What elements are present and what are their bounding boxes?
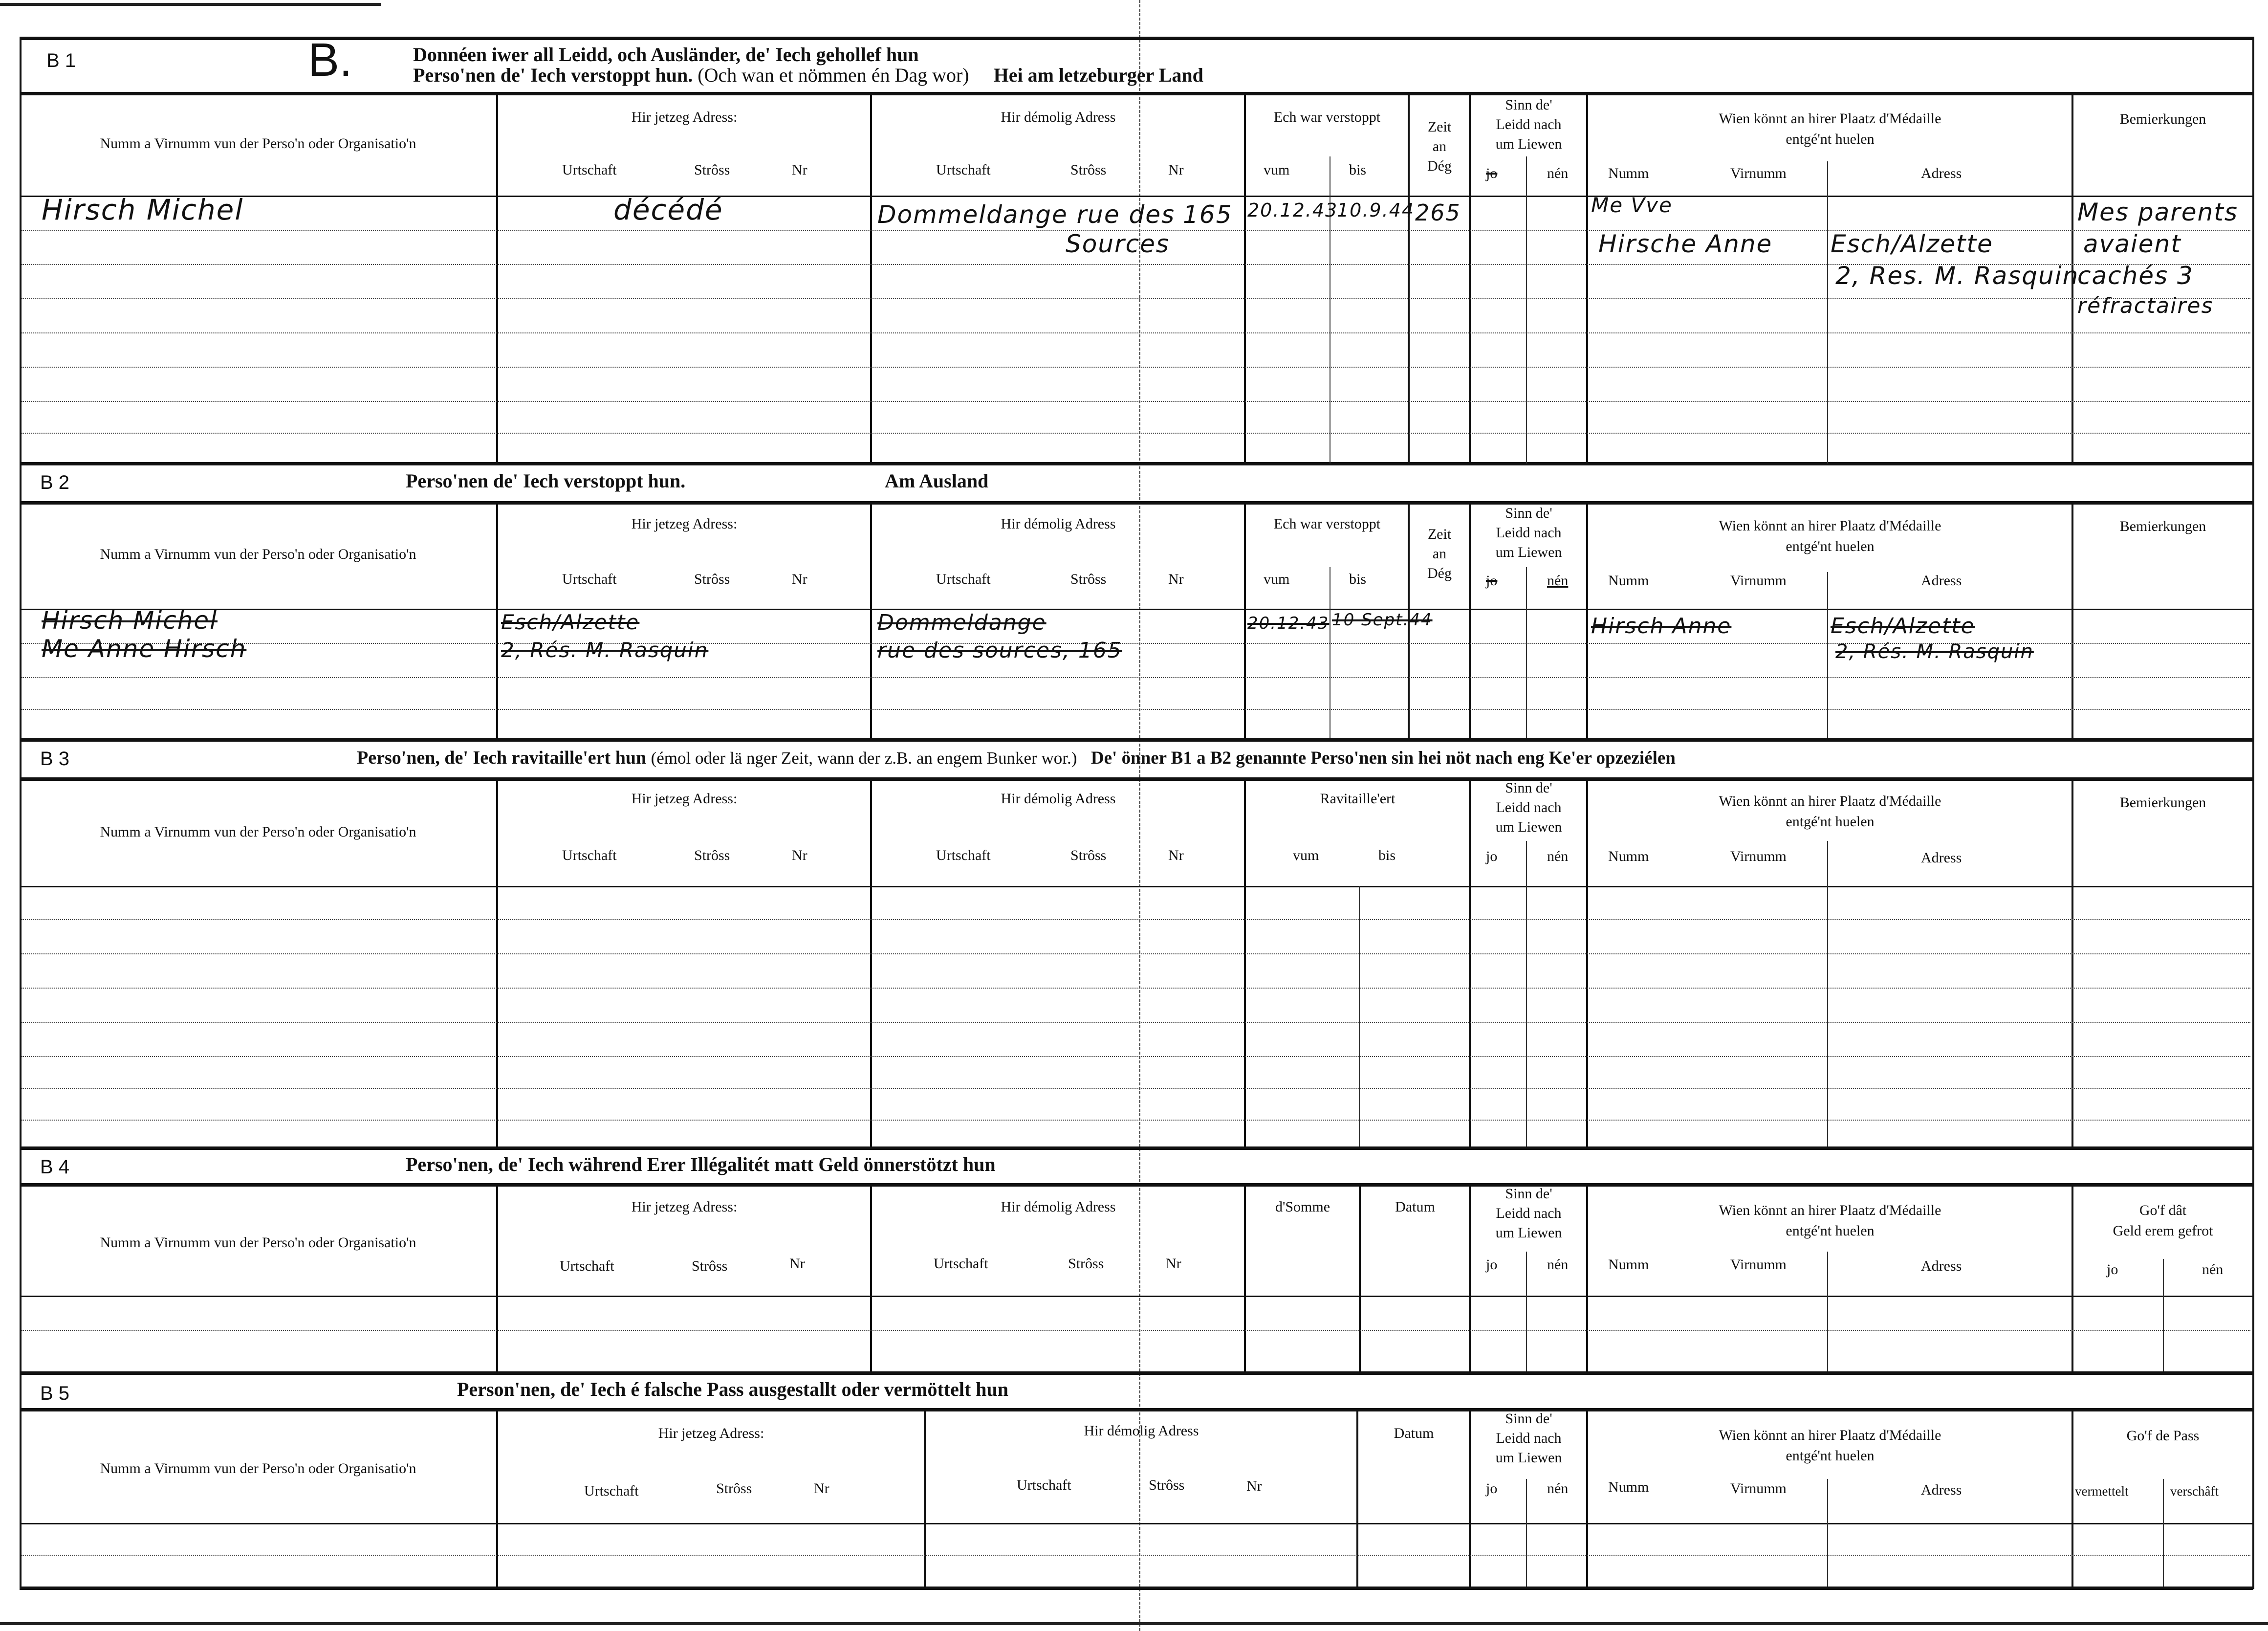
b1-medaille1: Wien könnt an hirer Plaatz d'Médaille (1719, 110, 1941, 127)
b3-medaille2: entgé'nt huelen (1786, 814, 1875, 830)
b1-medaille2: entgé'nt huelen (1786, 131, 1875, 147)
b5-col-urtschaft: Urtschaft (584, 1483, 639, 1499)
b4-header-bottom (20, 1296, 2253, 1297)
b5-title: Person'nen, de' Iech é falsche Pass ausgestallt oder vermöttelt hun (457, 1378, 1009, 1400)
b4-row-line (22, 1330, 2250, 1331)
b2-col-urtschaft: Urtschaft (562, 571, 617, 587)
b4-geld2: Geld erem gefrot (2113, 1223, 2213, 1239)
b2-col-line (870, 501, 872, 741)
b3-col-line (1244, 777, 1246, 1149)
b1-deg: Dég (1427, 158, 1452, 174)
b1-hw-former-nr: 165 (1183, 200, 1233, 229)
b2-col-virnumm: Virnumm (1730, 573, 1787, 589)
b4-col-nen: nén (2202, 1261, 2224, 1278)
b5-col-verschaft: verschâft (2170, 1484, 2219, 1499)
b1-col-urtschaft: Urtschaft (936, 162, 991, 178)
b4-geld1: Go'f dât (2139, 1202, 2187, 1218)
b3-row-line (22, 953, 2250, 954)
b4-col-virnumm: Virnumm (1730, 1256, 1787, 1273)
b3-sub-line (1827, 841, 1828, 1146)
b5-col-nr: Nr (1246, 1478, 1262, 1494)
b3-bottom-border (20, 1146, 2253, 1150)
b5-medaille2: entgé'nt huelen (1786, 1448, 1875, 1464)
b3-row-line (22, 1056, 2250, 1057)
b1-title-line1: Donnéen iwer all Leidd, och Ausländer, de' Iech gehollef hun (413, 44, 919, 66)
b3-col-jo: jo (1486, 848, 1498, 864)
b5-sub-line (2163, 1479, 2164, 1587)
b2-col-stross: Strôss (1070, 571, 1107, 587)
b5-col-line (496, 1408, 498, 1589)
b3-sinn3: um Liewen (1495, 819, 1562, 835)
b4-col-stross: Strôss (692, 1258, 728, 1274)
b3-col-adress: Adress (1921, 850, 1962, 866)
b1-hw-remark1: Mes parents (2077, 198, 2238, 226)
b1-col-adress: Adress (1921, 165, 1962, 181)
b4-sinn1: Sinn de' (1505, 1186, 1552, 1202)
b1-sub-line (1827, 161, 1828, 463)
b2-sub-line (1827, 572, 1828, 738)
b2-an: an (1432, 546, 1447, 562)
b1-col-vum: vum (1264, 162, 1290, 178)
b4-col-urtschaft: Urtschaft (934, 1256, 988, 1272)
b1-an: an (1432, 138, 1447, 154)
b3-col-urtschaft: Urtschaft (936, 847, 991, 863)
b4-medaille2: entgé'nt huelen (1786, 1223, 1875, 1239)
b1-col-stross: Strôss (694, 162, 730, 178)
b5-col-pass: Go'f de Pass (2126, 1428, 2200, 1444)
b2-title: Perso'nen de' Iech verstoppt hun. (406, 470, 686, 492)
b2-col-nr: Nr (1168, 571, 1184, 587)
b5-row-line (22, 1555, 2250, 1556)
b2-sinn1: Sinn de' (1505, 505, 1552, 521)
b1-hw-remark3: cachés 3 (2077, 262, 2194, 290)
b1-row-line (22, 401, 2250, 402)
b2-col-stross: Strôss (694, 571, 730, 587)
b5-left-edge (20, 1371, 22, 1589)
b2-hw-med-addr2: 2, Rés. M. Rasquin (1835, 640, 2034, 663)
b5-bottom-border (20, 1587, 2253, 1590)
b1-col-hidden: Ech war verstoppt (1273, 109, 1381, 125)
b3-col-stross: Strôss (694, 847, 730, 863)
b2-col-nr: Nr (792, 571, 807, 587)
b2-deg: Dég (1427, 565, 1452, 581)
b5-col-alive (1471, 1409, 1586, 1468)
b4-col-numm: Numm (1608, 1256, 1649, 1273)
b5-header-top (20, 1408, 2253, 1411)
b3-col-virnumm: Virnumm (1730, 848, 1787, 864)
b1-sub-line (1526, 156, 1527, 463)
b1-title-end: Hei am letzeburger Land (993, 64, 1203, 86)
b1-col-stross: Strôss (1070, 162, 1107, 178)
b2-hw-bis: 10 Sept.44 (1332, 610, 1433, 630)
b5-col-nen: nén (1547, 1480, 1569, 1497)
b2-medaille2: entgé'nt huelen (1786, 538, 1875, 554)
b5-col-current: Hir jetzeg Adress: (658, 1425, 764, 1441)
b4-col-adress: Adress (1921, 1258, 1962, 1274)
b3-sinn1: Sinn de' (1505, 780, 1552, 796)
b2-col-medaille (1589, 516, 2072, 557)
b4-col-nr: Nr (1166, 1256, 1181, 1272)
b1-col-numm: Numm (1608, 165, 1649, 181)
b5-col-stross: Strôss (716, 1480, 752, 1497)
b4-col-nen: nén (1547, 1256, 1569, 1273)
b1-hw-med-title: Me Vve (1591, 193, 1673, 217)
b1-hw-remark4: réfractaires (2077, 293, 2214, 318)
b4-bottom-border (20, 1371, 2253, 1375)
b5-col-jo: jo (1486, 1480, 1498, 1497)
b1-sinn3: um Liewen (1495, 136, 1562, 152)
b1-col-line (1469, 92, 1471, 463)
b1-hw-days: 265 (1415, 199, 1461, 226)
b3-col-numm: Numm (1608, 848, 1649, 864)
b4-col-jo: jo (1486, 1256, 1498, 1273)
b2-hw-current2: 2, Rés. M. Rasquin (501, 638, 709, 662)
b4-col-jo: jo (2107, 1261, 2118, 1278)
b2-sinn3: um Liewen (1495, 544, 1562, 560)
b3-row-line (22, 1088, 2250, 1089)
b3-col-urtschaft: Urtschaft (562, 847, 617, 863)
b5-col-numm: Numm (1608, 1479, 1649, 1495)
b1-col-former: Hir démolig Adress (1001, 109, 1116, 125)
b1-hw-current: décédé (613, 193, 723, 226)
b5-sub-line (1827, 1479, 1828, 1587)
b5-sinn1: Sinn de' (1505, 1411, 1552, 1427)
b1-hw-remark2: avaient (2083, 230, 2181, 258)
b3-header-bottom (20, 886, 2253, 887)
b4-title: Perso'nen, de' Iech während Erer Illégalitét matt Geld önnerstötzt hun (406, 1153, 996, 1175)
b2-col-current: Hir jetzeg Adress: (631, 516, 738, 532)
b4-col-somme: d'Somme (1275, 1199, 1330, 1215)
b4-col-name: Numm a Virnumm vun der Perso'n oder Organisatio'n (100, 1234, 416, 1251)
b1-hw-bis: 10.9.44 (1337, 199, 1415, 221)
b2-hw-former2: rue des sources, 165 (877, 638, 1122, 663)
b5-col-datum: Datum (1394, 1425, 1434, 1441)
b4-medaille1: Wien könnt an hirer Plaatz d'Médaille (1719, 1202, 1941, 1218)
b3-sub-line (1526, 841, 1527, 1146)
b1-row-line (22, 433, 2250, 434)
b4-col-line (1244, 1183, 1246, 1374)
b1-row-line (22, 367, 2250, 368)
b4-col-line (870, 1183, 872, 1374)
b1-col-jo: jo (1486, 165, 1498, 181)
b4-col-alive (1471, 1184, 1586, 1243)
b2-col-remarks: Bemierkungen (2119, 518, 2206, 534)
page-top-edge (0, 0, 381, 6)
b1-col-bis: bis (1349, 162, 1367, 178)
b1-zeit: Zeit (1427, 119, 1452, 135)
b2-right-edge (2252, 462, 2254, 741)
b3-row-line (22, 1022, 2250, 1023)
b3-note: (émol oder lä nger Zeit, wann der z.B. an engem Bunker wor.) (651, 749, 1077, 768)
b5-col-urtschaft: Urtschaft (1017, 1477, 1071, 1493)
b3-sub-line (1359, 886, 1360, 1146)
b4-col-line (1469, 1183, 1471, 1374)
b2-col-former: Hir démolig Adress (1001, 516, 1116, 532)
b1-col-line (496, 92, 498, 463)
b2-col-name: Numm a Virnumm vun der Perso'n oder Organisatio'n (100, 546, 416, 562)
b5-col-virnumm: Virnumm (1730, 1480, 1787, 1497)
b5-sub-line (1526, 1479, 1527, 1587)
b1-col-medaille (1589, 109, 2072, 150)
b3-col-vum: vum (1293, 847, 1319, 863)
b1-header-bottom (20, 196, 2253, 197)
b4-left-edge (20, 1146, 22, 1374)
b3-row-line (22, 1120, 2250, 1121)
b1-hw-name: Hirsch Michel (42, 193, 244, 226)
b3-col-current: Hir jetzeg Adress: (631, 791, 738, 807)
b2-sub-line (1526, 567, 1527, 738)
b4-col-urtschaft: Urtschaft (560, 1258, 614, 1274)
b1-hw-former-street: Sources (1066, 230, 1170, 258)
b5-col-line (924, 1408, 926, 1589)
b3-col-medaille (1589, 791, 2072, 832)
b2-label: B 2 (40, 472, 70, 493)
b2-hw-name1: Hirsch Michel (42, 606, 218, 635)
b1-bottom-border (20, 462, 2253, 465)
b2-bottom-border (20, 738, 2253, 742)
b1-top-border (20, 37, 2253, 40)
b2-col-line (496, 501, 498, 741)
b2-col-adress: Adress (1921, 573, 1962, 589)
b3-label: B 3 (40, 748, 70, 770)
b3-col-remarks: Bemierkungen (2119, 794, 2206, 811)
b5-col-former: Hir démolig Adress (1084, 1423, 1199, 1439)
b4-col-line (496, 1183, 498, 1374)
b1-hw-former-place: Dommeldange rue des (877, 200, 1176, 229)
b4-label: B 4 (40, 1156, 70, 1178)
b4-sub-line (1526, 1252, 1527, 1371)
b5-right-edge (2252, 1371, 2254, 1589)
b3-title (357, 747, 1676, 769)
b1-col-days (1410, 117, 1469, 176)
b3-row-line (22, 988, 2250, 989)
b1-title-line2 (413, 64, 1203, 87)
b1-col-virnumm: Virnumm (1730, 165, 1787, 181)
b2-col-alive (1471, 504, 1586, 562)
b5-col-vermettelt: vermettelt (2075, 1484, 2129, 1499)
b2-col-numm: Numm (1608, 573, 1649, 589)
b3-right-edge (2252, 738, 2254, 1149)
b3-col-line (1469, 777, 1471, 1149)
b5-label: B 5 (40, 1383, 70, 1404)
b2-col-line (1244, 501, 1246, 741)
b1-sinn1: Sinn de' (1505, 97, 1552, 113)
b4-sinn2: Leidd nach (1496, 1205, 1562, 1221)
b5-col-name: Numm a Virnumm vun der Perso'n oder Organisatio'n (100, 1460, 416, 1477)
b1-col-nr: Nr (792, 162, 807, 178)
b2-subtitle: Am Ausland (885, 470, 989, 492)
b1-left-edge (20, 37, 22, 464)
b3-col-line (1586, 777, 1588, 1149)
b2-col-line (1469, 501, 1471, 741)
b5-header-bottom (20, 1523, 2253, 1524)
b2-hw-med-addr1: Esch/Alzette (1831, 614, 1975, 639)
b1-col-line (1244, 92, 1246, 463)
b2-header-top (20, 501, 2253, 505)
b2-col-nen: nén (1547, 573, 1569, 589)
b4-col-geld (2073, 1200, 2252, 1241)
b5-col-stross: Strôss (1149, 1477, 1185, 1493)
b5-sinn2: Leidd nach (1496, 1430, 1562, 1446)
b3-col-bis: bis (1378, 847, 1396, 863)
b5-col-line (1586, 1408, 1588, 1589)
b4-col-medaille (1589, 1200, 2072, 1241)
b4-sub-line (2163, 1259, 2164, 1371)
b5-col-line (1356, 1408, 1358, 1589)
b2-col-bis: bis (1349, 571, 1367, 587)
b3-medaille1: Wien könnt an hirer Plaatz d'Médaille (1719, 793, 1941, 809)
b3-col-former: Hir démolig Adress (1001, 791, 1116, 807)
b2-hw-former1: Dommeldange (877, 610, 1047, 635)
page-bottom-edge (0, 1622, 2268, 1625)
b4-sinn3: um Liewen (1495, 1225, 1562, 1241)
b3-col-line (496, 777, 498, 1149)
b5-col-line (1469, 1408, 1471, 1589)
b1-title-main: Perso'nen de' Iech verstoppt hun. (413, 64, 693, 86)
b1-hw-vum: 20.12.43 (1247, 199, 1338, 221)
b4-col-line (1359, 1183, 1361, 1374)
b4-col-former: Hir démolig Adress (1001, 1199, 1116, 1215)
b1-col-name: Numm a Virnumm vun der Perso'n oder Organisatio'n (100, 135, 416, 152)
b5-medaille1: Wien könnt an hirer Plaatz d'Médaille (1719, 1427, 1941, 1443)
b1-col-nr: Nr (1168, 162, 1184, 178)
b2-col-hidden: Ech war verstoppt (1273, 516, 1381, 532)
b3-title-main: Perso'nen, de' Iech ravitaille'ert hun (357, 748, 647, 768)
b3-left-edge (20, 738, 22, 1149)
b2-col-jo: jo (1486, 573, 1498, 589)
b3-col-line (870, 777, 872, 1149)
b1-col-line (1586, 92, 1588, 463)
b5-col-nr: Nr (814, 1480, 829, 1497)
b1-row-line (22, 332, 2250, 333)
b2-col-urtschaft: Urtschaft (936, 571, 991, 587)
b2-col-vum: vum (1264, 571, 1290, 587)
b5-col-medaille (1589, 1425, 2072, 1466)
b4-col-current: Hir jetzeg Adress: (631, 1199, 738, 1215)
b1-col-remarks: Bemierkungen (2119, 111, 2206, 127)
b1-col-nen: nén (1547, 165, 1569, 181)
b2-row-line (22, 709, 2250, 710)
b2-row-line (22, 677, 2250, 678)
b2-left-edge (20, 462, 22, 741)
b2-col-line (1586, 501, 1588, 741)
b3-row-line (22, 919, 2250, 920)
b3-col-line (2072, 777, 2073, 1149)
b1-col-line (1408, 92, 1410, 463)
b3-col-alive (1471, 778, 1586, 837)
b4-col-nr: Nr (789, 1256, 805, 1272)
b1-title-paren: (Och wan et nömmen én Dag wor) (698, 64, 969, 86)
b1-col-current: Hir jetzeg Adress: (631, 109, 738, 125)
b4-col-line (1586, 1183, 1588, 1374)
b4-col-stross: Strôss (1068, 1256, 1104, 1272)
b4-right-edge (2252, 1146, 2254, 1374)
b2-hw-current1: Esch/Alzette (501, 610, 640, 634)
b2-sinn2: Leidd nach (1496, 525, 1562, 541)
b2-hw-vum: 20.12.43 (1247, 614, 1330, 633)
b3-col-stross: Strôss (1070, 847, 1107, 863)
b1-sinn2: Leidd nach (1496, 116, 1562, 132)
b2-hw-med-name: Hirsch Anne (1591, 614, 1732, 639)
b1-hw-med-addr1: Esch/Alzette (1831, 230, 1993, 258)
b2-medaille1: Wien könnt an hirer Plaatz d'Médaille (1719, 518, 1941, 534)
b1-row-line (22, 298, 2250, 299)
b1-col-alive (1471, 95, 1586, 154)
b2-header-bottom (20, 609, 2253, 610)
form-letter: B. (308, 34, 352, 86)
b1-header-top (20, 92, 2253, 95)
b2-zeit: Zeit (1427, 526, 1452, 542)
b4-col-datum: Datum (1395, 1199, 1435, 1215)
b1-col-urtschaft: Urtschaft (562, 162, 617, 178)
b5-sinn3: um Liewen (1495, 1450, 1562, 1466)
b1-hw-med-addr2: 2, Res. M. Rasquin (1835, 262, 2079, 290)
b3-sinn2: Leidd nach (1496, 799, 1562, 816)
b3-col-name: Numm a Virnumm vun der Perso'n oder Organisatio'n (100, 824, 416, 840)
b4-sub-line (1827, 1252, 1828, 1371)
b3-col-nen: nén (1547, 848, 1569, 864)
b3-col-nr: Nr (1168, 847, 1184, 863)
b2-col-days (1410, 525, 1469, 583)
b1-hw-med-name: Hirsche Anne (1598, 230, 1773, 258)
b3-note2: De' önner B1 a B2 genannte Perso'nen sin hei nöt nach eng Ke'er opzeziélen (1090, 748, 1676, 768)
b2-hw-name2: Me Anne Hirsch (42, 635, 247, 663)
b5-col-adress: Adress (1921, 1482, 1962, 1498)
b1-label: B 1 (46, 50, 76, 71)
b3-header-top (20, 777, 2253, 781)
b4-header-top (20, 1183, 2253, 1187)
b1-right-edge (2252, 37, 2254, 464)
b3-col-nr: Nr (792, 847, 807, 863)
b3-col-ravitailleert: Ravitaille'ert (1320, 791, 1396, 807)
b1-col-line (870, 92, 872, 463)
